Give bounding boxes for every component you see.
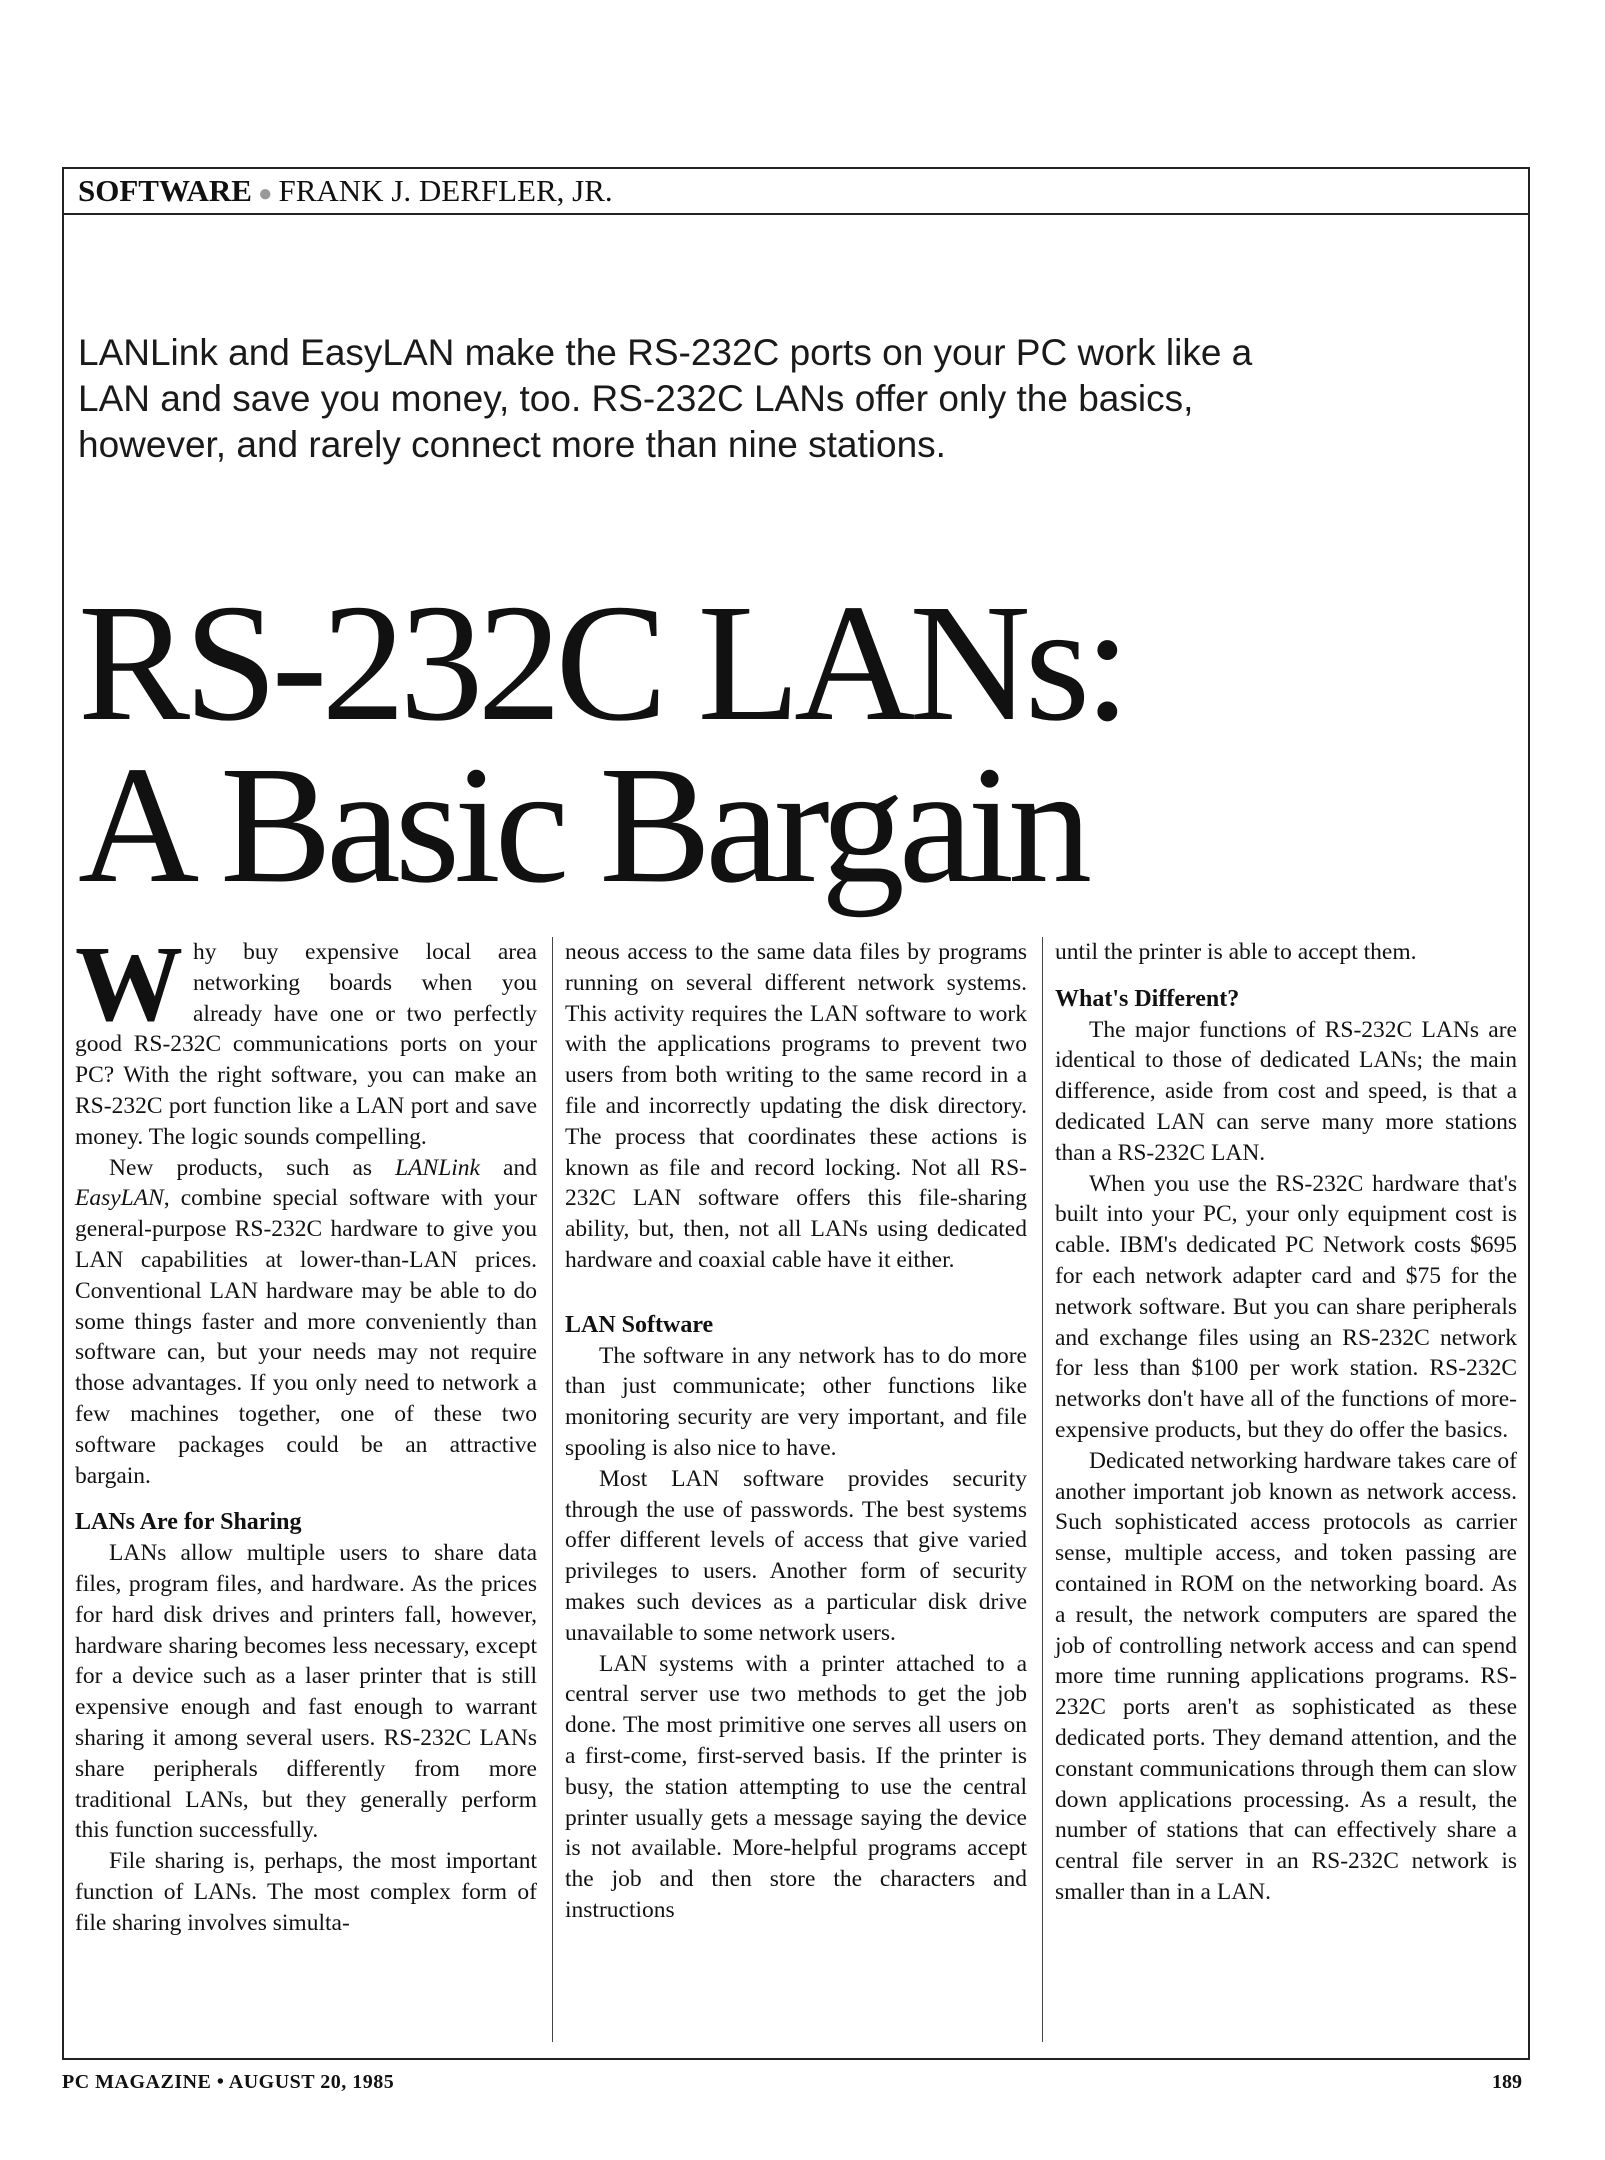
- article-title: [78, 570, 1498, 918]
- subheading: LAN Software: [565, 1311, 714, 1338]
- publication-info: PC MAGAZINE • AUGUST 20, 1985: [62, 2071, 395, 2093]
- bullet-separator-icon: ●: [257, 181, 273, 207]
- paragraph: neous access to the same data files by programs running on several different network systems. This activity requires the LAN software to work with the applications programs to prevent two users from both writing to the same record in a file and incorrectly updating the disk directory. The process that coordinates these actions is known as file and record locking. Not all RS-232C LAN software offers this file-sharing ability, but, then, not all LANs using dedicated hardware and coaxial cable have it either.: [565, 939, 1027, 1273]
- product-name: LANLink: [395, 1154, 480, 1181]
- paragraph: Dedicated networking hardware takes care of another important job known as network access. Such sophisticated access protocols as carrier sense, multiple access, and token passing are contained in ROM on the networking board. As a result, the network computers are spared the job of controlling network access and can spend more time running applications programs. RS-232C ports aren't as sophisticated as these dedicated ports. They demand attention, and the constant communications through them can slow down applications processing. As a result, the number of stations that can effectively share a central file server in an RS-232C network is smaller than in a LAN.: [1055, 1447, 1517, 1905]
- column-divider: [1042, 937, 1043, 2042]
- article-column-2: [565, 937, 1027, 1926]
- paragraph: Why buy expensive local area networking boards when you already have one or two perfectly good RS-232C communications ports on your PC? With the right software, you can make an RS-232C port function like a LAN port and save money. The logic sounds compelling.: [75, 925, 537, 1150]
- title-line-1: RS-232C LANs:: [78, 570, 1125, 756]
- paragraph: LAN systems with a printer attached to a central server use two methods to get the job done. The most primitive one serves all users on a first-come, first-served basis. If the printer is busy, the station attempting to use the central printer usually gets a message saying the device is not available. More-helpful programs accept the job and then store the characters and instructions: [565, 1650, 1027, 1923]
- section-label: SOFTWARE: [78, 173, 252, 208]
- paragraph: Most LAN software provides security through the use of passwords. The best systems offer different levels of access that give varied privileges to users. Another form of security makes such devices as a particular disk drive unavailable to some network users.: [565, 1465, 1027, 1646]
- article-deck: [78, 330, 1378, 468]
- page-footer: [62, 2062, 1530, 2102]
- article-column-3: [1055, 937, 1517, 1908]
- subheading: LANs Are for Sharing: [75, 1509, 302, 1536]
- product-name: EasyLAN: [75, 1185, 164, 1212]
- author-byline: FRANK J. DERFLER, JR.: [278, 173, 613, 208]
- article-column-1: [75, 925, 537, 1939]
- drop-cap: W: [75, 925, 183, 1044]
- column-divider: [552, 937, 553, 2042]
- section-header: [62, 167, 1530, 215]
- paragraph: LANs allow multiple users to share data files, program files, and hardware. As the prices for hard disk drives and printers fall, however, hardware sharing becomes less necessary, except for a device such as a laser printer that is still expensive enough and fast enough to warrant sharing it among several users. RS-232C LANs share peripherals differently from more traditional LANs, but they generally perform this function successfully.: [75, 1540, 537, 1844]
- paragraph: File sharing is, perhaps, the most important function of LANs. The most complex form of file sharing involves simulta-: [75, 1848, 537, 1936]
- paragraph: The software in any network has to do more than just communicate; other functions like monitoring security are very important, and file spooling is also nice to have.: [565, 1342, 1027, 1461]
- paragraph: New products, such as LANLink and EasyLAN, combine special software with your general-purpose RS-232C hardware to give you LAN capabilities at lower-than-LAN prices. Conventional LAN hardware may be able to do some things faster and more conveniently than software can, but your needs may not require those advantages. If you only need to network a few machines together, one of these two software packages could be an attractive bargain.: [75, 1154, 537, 1489]
- title-line-2: A Basic Bargain: [78, 732, 1087, 918]
- subheading: What's Different?: [1055, 985, 1240, 1012]
- deck-line: LANLink and EasyLAN make the RS-232C ports on your PC work like a: [78, 332, 1253, 373]
- deck-line: LAN and save you money, too. RS-232C LANs offer only the basics,: [78, 378, 1194, 419]
- deck-line: however, and rarely connect more than nine stations.: [78, 424, 946, 465]
- paragraph: The major functions of RS-232C LANs are identical to those of dedicated LANs; the main difference, aside from cost and speed, is that a dedicated LAN can serve many more stations than a RS-232C LAN.: [1055, 1016, 1517, 1166]
- page-number: 189: [1492, 2071, 1522, 2093]
- paragraph: When you use the RS-232C hardware that's built into your PC, your only equipment cost is cable. IBM's dedicated PC Network costs $695 for each network adapter card and $75 for the network software. But you can share peripherals and exchange files using an RS-232C network for less than $100 per work station. RS-232C networks don't have all of the functions of more-expensive products, but they do offer the basics.: [1055, 1170, 1517, 1443]
- paragraph: until the printer is able to accept them.: [1055, 939, 1417, 965]
